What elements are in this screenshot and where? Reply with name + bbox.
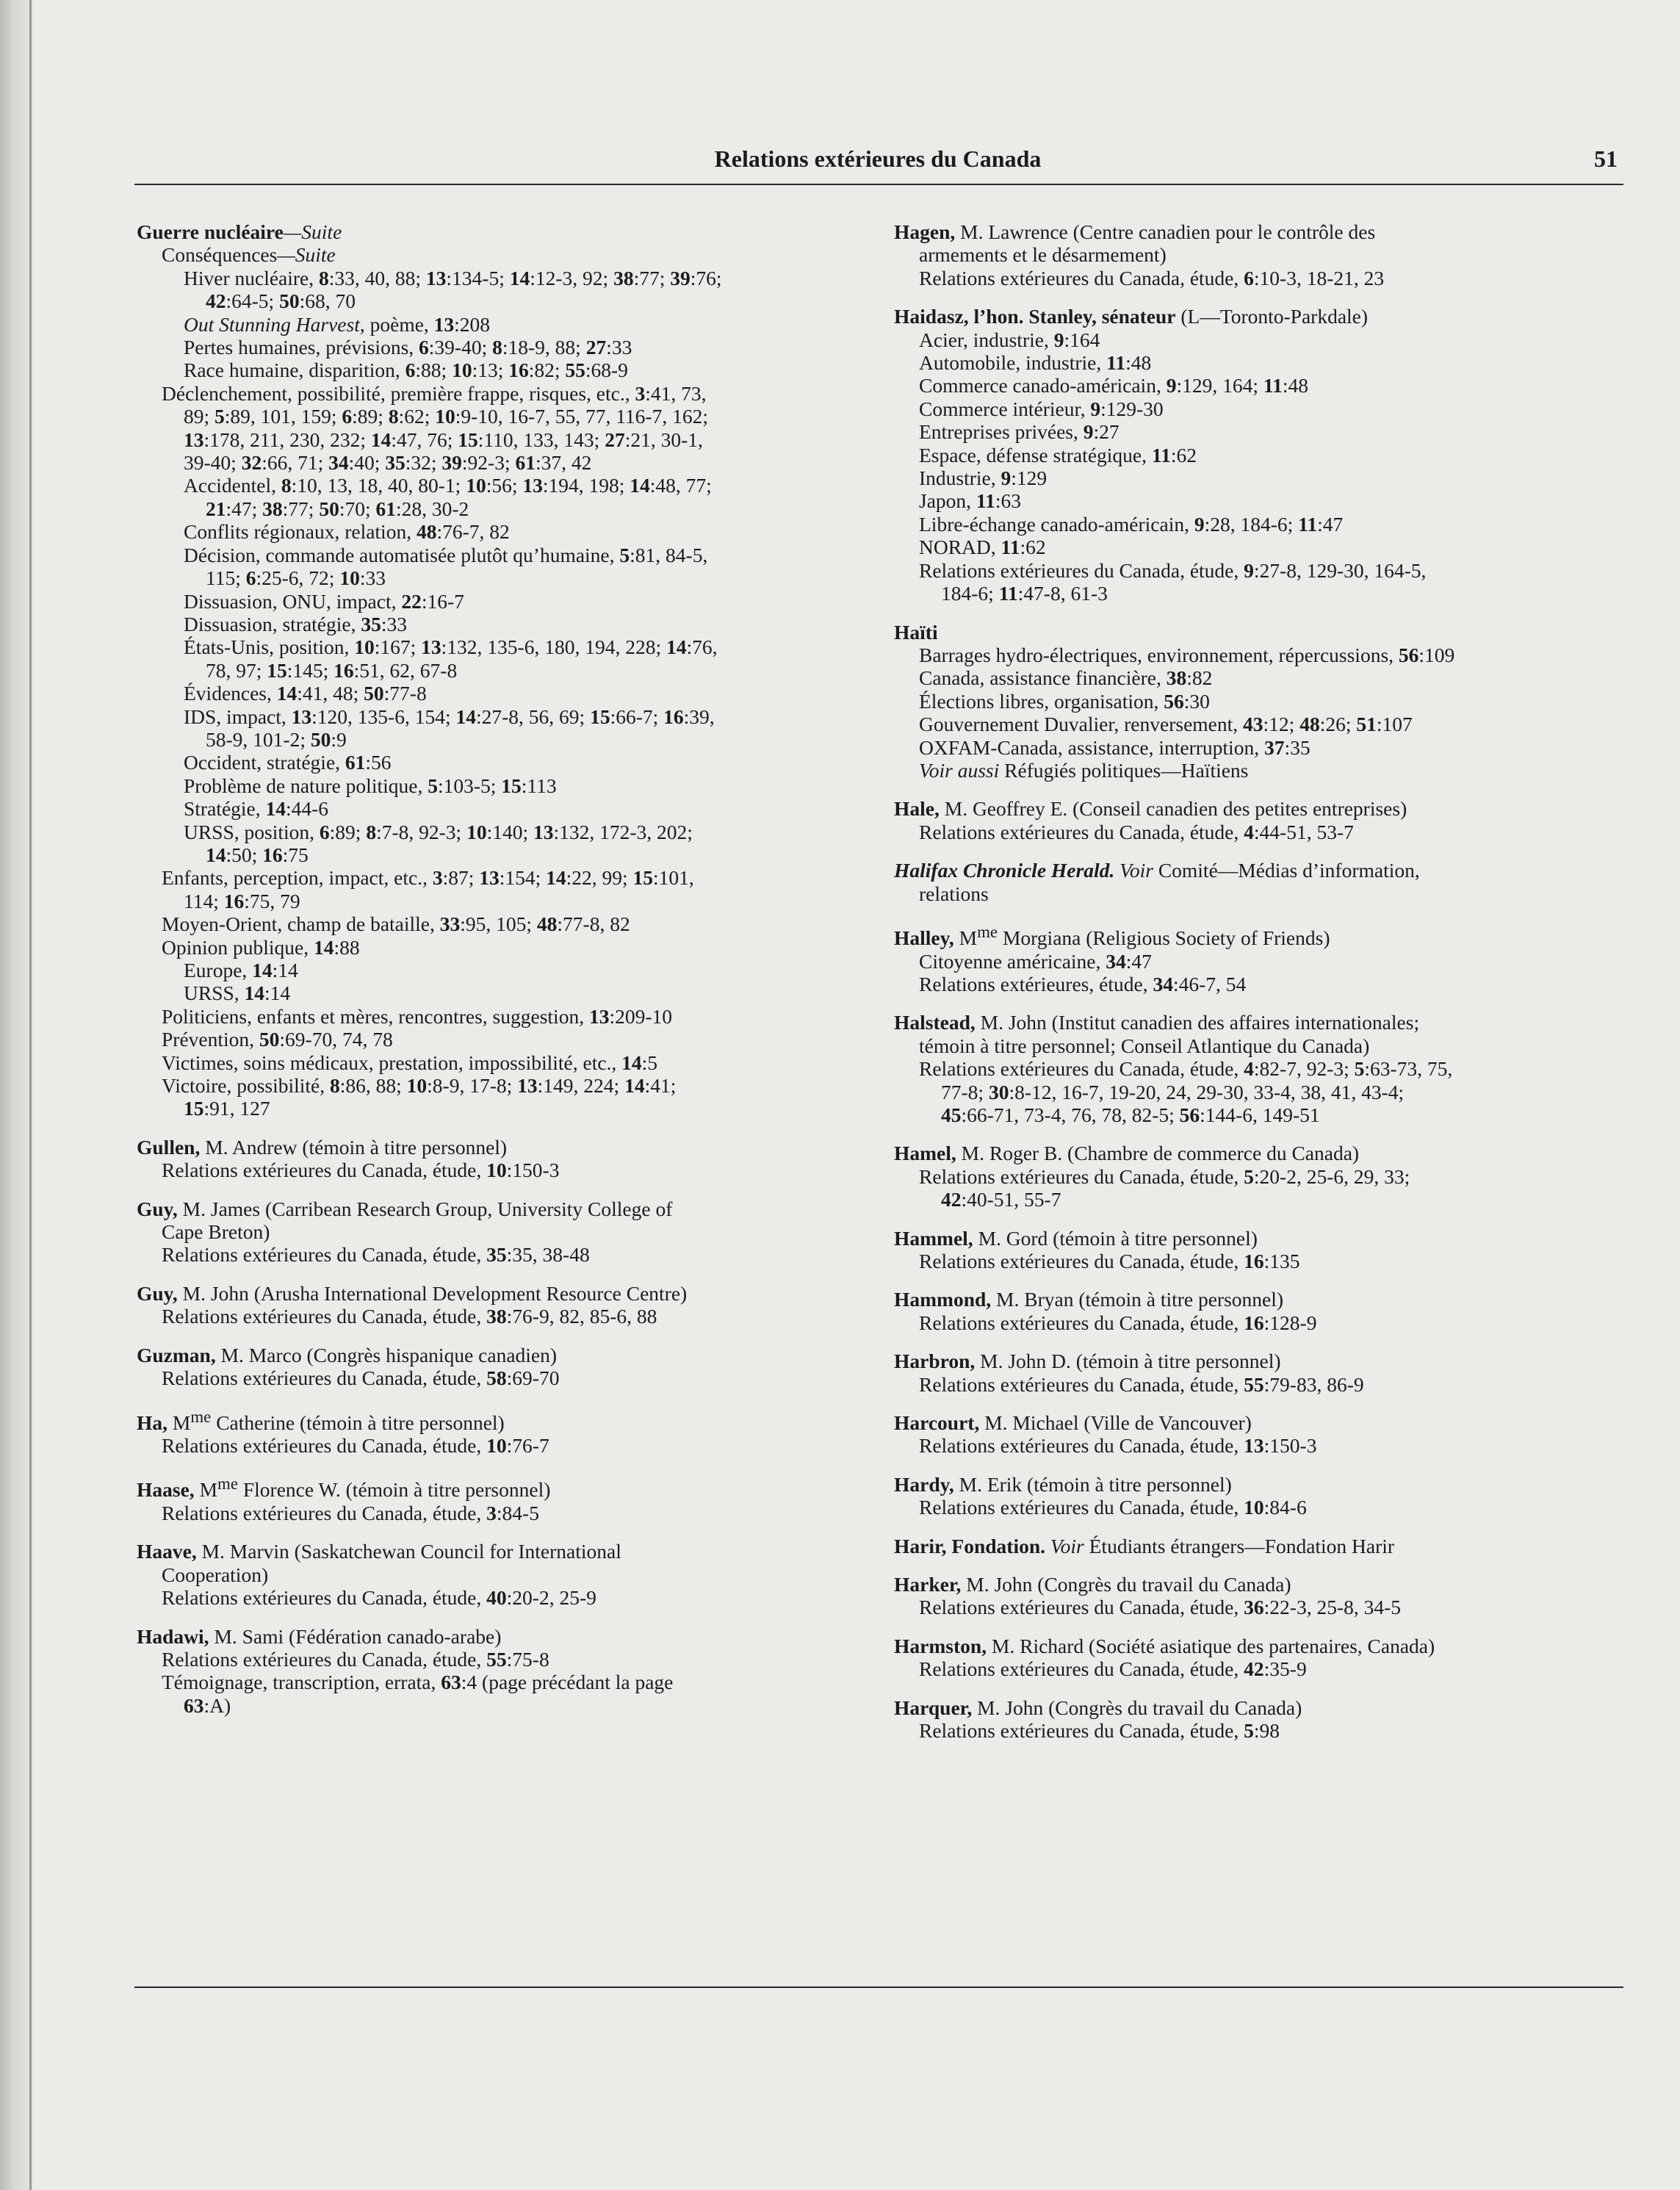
index-subentry-line: Relations extérieures du Canada, étude, 16:128-9 [919,1311,1317,1334]
index-heading-line: Harcourt, M. Michael (Ville de Vancouver) [894,1411,1252,1435]
index-heading-line: Ha, $M^{me}$ Catherine (témoin à titre personnel) [137,1407,505,1434]
index-subentry-line: 58-9, 101-2; 50:9 [206,727,347,751]
index-entry [137,1405,871,1458]
index-subentry-line: Évidences, 14:41, 48; 50:77-8 [184,682,427,705]
index-heading-line: Harbron, M. John D. (témoin à titre personnel) [894,1350,1281,1373]
index-subentry-line: 184-6; 11:47-8, 61-3 [941,582,1108,605]
index-subentry-line: 21:47; 38:77; 50:70; 61:28, 30-2 [206,497,469,520]
index-entry [137,1540,871,1609]
index-subentry-line: Relations extérieures du Canada, étude, 4:82-7, 92-3; 5:63-73, 75, [919,1057,1453,1081]
index-subentry-line: Accidentel, 8:10, 13, 18, 40, 80-1; 10:56; 13:194, 198; 14:48, 77; [184,474,712,497]
index-subentry-line: Prévention, 50:69-70, 74, 78 [162,1028,393,1051]
index-subentry-line: Relations extérieures du Canada, étude, 9:27-8, 129-30, 164-5, [919,558,1427,582]
index-entry [137,1625,871,1718]
index-entry [894,1227,1621,1273]
index-subentry-line: Déclenchement, possibilité, première frappe, risques, etc., 3:41, 73, [162,381,707,405]
index-heading-line: Halley, $M^{me}$ Morgiana (Religious Society of Friends) [894,922,1330,950]
index-subentry-line: NORAD, 11:62 [919,536,1046,559]
index-subentry-line: Opinion publique, 14:88 [162,935,360,959]
index-subentry-line: Conséquences—Suite [162,243,336,267]
index-heading-line: Guy, M. James (Carribean Research Group, University College of [137,1197,673,1220]
index-subentry-line: Relations extérieures du Canada, étude, 38:76-9, 82, 85-6, 88 [162,1305,657,1328]
index-subentry-line: 42:40-51, 55-7 [941,1188,1061,1211]
index-subentry-line: Conflits régionaux, relation, 48:76-7, 82 [184,520,510,544]
index-subentry-line: Acier, industrie, 9:164 [919,328,1100,351]
index-subentry-line: Citoyenne américaine, 34:47 [919,949,1152,973]
index-subentry-line: 15:91, 127 [184,1097,270,1120]
index-subentry-line: États-Unis, position, 10:167; 13:132, 135-6, 180, 194, 228; 14:76, [184,635,718,659]
index-entry [894,1573,1621,1619]
binding-edge [29,0,32,2190]
index-column-left [137,220,871,1732]
index-subentry-line: Barrages hydro-électriques, environnement, répercussions, 56:109 [919,643,1455,666]
index-heading-line: Hale, M. Geoffrey E. (Conseil canadien des petites entreprises) [894,797,1407,821]
index-heading-line: Harir, Fondation. Voir Étudiants étrangers—Fondation Harir [894,1534,1395,1557]
index-column-right [894,220,1621,1758]
index-subentry-line: Cooperation) [162,1563,269,1586]
index-subentry-line: OXFAM-Canada, assistance, interruption, 37:35 [919,735,1311,759]
index-subentry-line: Relations extérieures du Canada, étude, 6:10-3, 18-21, 23 [919,266,1385,289]
index-entry [894,1011,1621,1126]
index-entry [894,1142,1621,1211]
index-entry [894,1350,1621,1396]
index-entry [137,1197,871,1267]
index-heading-line: Guzman, M. Marco (Congrès hispanique canadien) [137,1343,558,1366]
index-subentry-line: témoin à titre personnel; Conseil Atlantique du Canada) [919,1034,1370,1057]
index-subentry-line: Race humaine, disparition, 6:88; 10:13; 16:82; 55:68-9 [184,359,628,382]
index-subentry-line: Hiver nucléaire, 8:33, 40, 88; 13:134-5; 14:12-3, 92; 38:77; 39:76; [184,266,722,289]
index-heading-line: Haase, $M^{me}$ Florence W. (témoin à titre personnel) [137,1474,551,1502]
index-subentry-line: 14:50; 16:75 [206,843,309,866]
index-entry [137,1136,871,1182]
index-heading-line: Hardy, M. Erik (témoin à titre personnel) [894,1472,1232,1496]
index-subentry-line: Relations extérieures, étude, 34:46-7, 54 [919,972,1247,995]
index-entry [137,220,871,1120]
index-subentry-line: Relations extérieures du Canada, étude, 5:20-2, 25-6, 29, 33; [919,1164,1410,1188]
index-subentry-line: 78, 97; 15:145; 16:51, 62, 67-8 [206,658,458,682]
index-heading-line: Harker, M. John (Congrès du travail du Canada) [894,1573,1291,1596]
index-heading-line: Hammond, M. Bryan (témoin à titre personnel) [894,1288,1284,1311]
index-subentry-line: 89; 5:89, 101, 159; 6:89; 8:62; 10:9-10, 16-7, 55, 77, 116-7, 162; [184,405,708,428]
index-subentry-line: Commerce canado-américain, 9:129, 164; 11:48 [919,374,1308,397]
index-heading-line: Guy, M. John (Arusha International Development Resource Centre) [137,1281,688,1305]
running-header [132,144,1623,185]
index-subentry-line: Relations extérieures du Canada, étude, 3:84-5 [162,1502,539,1525]
index-subentry-line: Élections libres, organisation, 56:30 [919,689,1210,713]
index-subentry-line: 114; 16:75, 79 [184,889,300,912]
index-subentry-line: 13:178, 211, 230, 232; 14:47, 76; 15:110, 133, 143; 27:21, 30-1, [184,428,703,451]
index-subentry-line: Relations extérieures du Canada, étude, 55:75-8 [162,1648,549,1671]
index-subentry-line: Europe, 14:14 [184,959,298,981]
header-rule [134,184,1623,185]
index-subentry-line: Occident, stratégie, 61:56 [184,751,392,774]
index-subentry-line: URSS, 14:14 [184,981,291,1005]
index-subentry-line: Voir aussi Réfugiés politiques—Haïtiens [919,758,1249,782]
index-subentry-line: Stratégie, 14:44-6 [184,797,329,821]
index-subentry-line: Gouvernement Duvalier, renversement, 43:12; 48:26; 51:107 [919,713,1413,736]
index-entry [137,1472,871,1524]
index-subentry-line: Relations extérieures du Canada, étude, 10:150-3 [162,1159,560,1182]
index-subentry-line: Relations extérieures du Canada, étude, 35:35, 38-48 [162,1243,590,1267]
index-subentry-line: 39-40; 32:66, 71; 34:40; 35:32; 39:92-3; 61:37, 42 [184,451,592,475]
index-heading-line: Hadawi, M. Sami (Fédération canado-arabe) [137,1624,502,1648]
index-subentry-line: Moyen-Orient, champ de bataille, 33:95, 105; 48:77-8, 82 [162,912,630,936]
index-subentry-line: Automobile, industrie, 11:48 [919,351,1152,375]
index-subentry-line: Canada, assistance financière, 38:82 [919,666,1213,690]
index-subentry-line: Relations extérieures du Canada, étude, 36:22-3, 25-8, 34-5 [919,1596,1402,1619]
index-subentry-line: Décision, commande automatisée plutôt qu’humaine, 5:81, 84-5, [184,543,708,566]
index-entry [894,621,1621,782]
index-subentry-line: Relations extérieures du Canada, étude, 16:135 [919,1250,1300,1272]
index-subentry-line: Out Stunning Harvest, poème, 13:208 [184,312,491,336]
index-subentry-line: relations [919,882,989,905]
index-heading-line: Gullen, M. Andrew (témoin à titre personnel) [137,1135,508,1159]
index-subentry-line: Entreprises privées, 9:27 [919,420,1120,444]
index-heading-line: Haidasz, l’hon. Stanley, sénateur (L—Toronto-Parkdale) [894,305,1369,328]
index-subentry-line: Victimes, soins médicaux, prestation, impossibilité, etc., 14:5 [162,1051,658,1074]
index-entry [894,859,1621,905]
index-subentry-line: 45:66-71, 73-4, 76, 78, 82-5; 56:144-6, 149-51 [941,1103,1320,1126]
index-entry [894,797,1621,843]
index-heading-line: Hammel, M. Gord (témoin à titre personnel) [894,1226,1258,1250]
index-entry [894,1635,1621,1681]
index-entry [894,921,1621,995]
index-heading-line: Hagen, M. Lawrence (Centre canadien pour le contrôle des [894,220,1376,243]
index-entry [894,1696,1621,1743]
index-subentry-line: Relations extérieures du Canada, étude, 5:98 [919,1719,1280,1743]
index-subentry-line: Relations extérieures du Canada, étude, 10:76-7 [162,1434,549,1458]
index-subentry-line: Dissuasion, ONU, impact, 22:16-7 [184,589,464,613]
index-subentry-line: 63:A) [184,1693,231,1717]
index-heading-line: Harquer, M. John (Congrès du travail du Canada) [894,1696,1302,1719]
page-number: 51 [1594,145,1618,172]
index-subentry-line: Victoire, possibilité, 8:86, 88; 10:8-9, 17-8; 13:149, 224; 14:41; [162,1074,677,1098]
index-heading-line: Hamel, M. Roger B. (Chambre de commerce du Canada) [894,1142,1360,1165]
index-subentry-line: Libre-échange canado-américain, 9:28, 184-6; 11:47 [919,512,1344,536]
index-heading-line: Harmston, M. Richard (Société asiatique des partenaires, Canada) [894,1634,1435,1657]
index-subentry-line: Politiciens, enfants et mères, rencontres, suggestion, 13:209-10 [162,1004,673,1028]
footer-rule [134,1987,1623,1988]
header-title: Relations extérieures du Canada [714,145,1042,172]
index-subentry-line: Relations extérieures du Canada, étude, 58:69-70 [162,1366,560,1390]
index-subentry-line: 42:64-5; 50:68, 70 [206,289,356,313]
index-subentry-line: 115; 6:25-6, 72; 10:33 [206,566,386,590]
index-subentry-line: Pertes humaines, prévisions, 6:39-40; 8:18-9, 88; 27:33 [184,336,632,359]
index-entry [894,1535,1621,1557]
index-entry [894,220,1621,289]
index-subentry-line: Enfants, perception, impact, etc., 3:87; 13:154; 14:22, 99; 15:101, [162,866,694,890]
index-entry [894,1288,1621,1334]
index-subentry-line: Témoignage, transcription, errata, 63:4 (page précédant la page [162,1671,674,1694]
index-subentry-line: Relations extérieures du Canada, étude, 55:79-83, 86-9 [919,1372,1364,1396]
index-subentry-line: Relations extérieures du Canada, étude, 40:20-2, 25-9 [162,1586,596,1610]
index-subentry-line: Dissuasion, stratégie, 35:33 [184,612,407,635]
index-subentry-line: Relations extérieures du Canada, étude, 4:44-51, 53-7 [919,820,1354,843]
index-entry [894,1473,1621,1519]
index-heading-line: Haave, M. Marvin (Saskatchewan Council for International [137,1540,621,1563]
index-heading-line: Guerre nucléaire—Suite [137,220,342,243]
index-subentry-line: Relations extérieures du Canada, étude, 42:35-9 [919,1657,1307,1681]
index-subentry-line: Espace, défense stratégique, 11:62 [919,443,1197,467]
index-subentry-line: URSS, position, 6:89; 8:7-8, 92-3; 10:140; 13:132, 172-3, 202; [184,820,693,843]
index-subentry-line: IDS, impact, 13:120, 135-6, 154; 14:27-8, 56, 69; 15:66-7; 16:39, [184,705,715,728]
index-entry [894,1411,1621,1458]
index-subentry-line: Relations extérieures du Canada, étude, 13:150-3 [919,1434,1317,1458]
index-subentry-line: Commerce intérieur, 9:129-30 [919,397,1164,420]
index-subentry-line: Relations extérieures du Canada, étude, 10:84-6 [919,1496,1307,1519]
index-entry [894,305,1621,605]
index-subentry-line: Industrie, 9:129 [919,467,1048,490]
index-subentry-line: armements et le désarmement) [919,243,1167,267]
index-heading-line: Halstead, M. John (Institut canadien des affaires internationales; [894,1011,1420,1034]
index-subentry-line: 77-8; 30:8-12, 16-7, 19-20, 24, 29-30, 33-4, 38, 41, 43-4; [941,1080,1405,1103]
index-subentry-line: Problème de nature politique, 5:103-5; 15:113 [184,774,557,797]
index-heading-line: Halifax Chronicle Herald. Voir Comité—Médias d’information, [894,859,1420,882]
index-subentry-line: Cape Breton) [162,1220,270,1244]
index-subentry-line: Japon, 11:63 [919,489,1022,513]
index-heading-line: Haïti [894,620,938,644]
index-entry [137,1282,871,1328]
index-entry [137,1344,871,1390]
